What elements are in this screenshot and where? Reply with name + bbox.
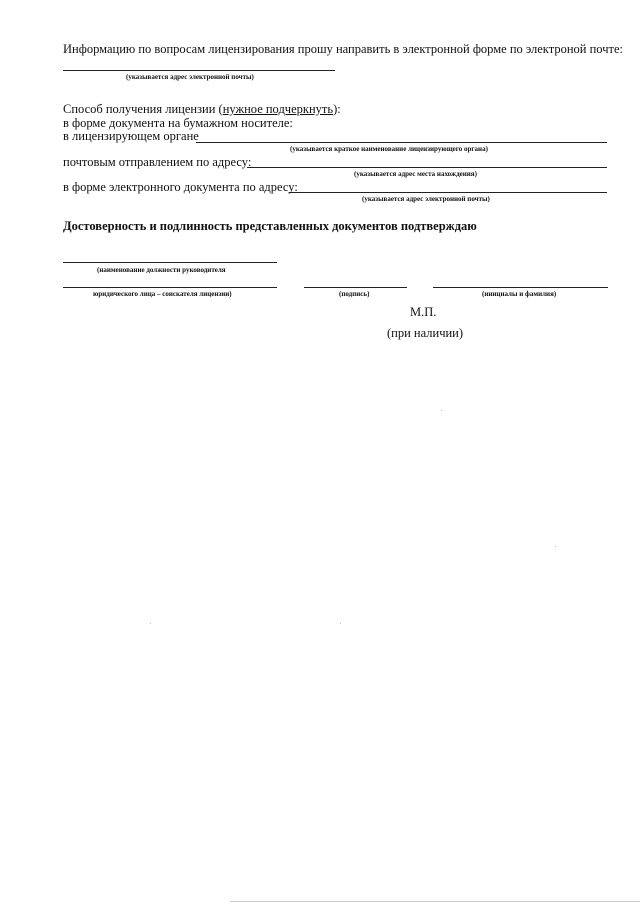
sign-caption: (подпись) (339, 290, 370, 298)
info-request-text: Информацию по вопросам лицензирования прошу направить в электронной форме по электроной почте: (63, 42, 623, 56)
page-bottom-edge (230, 901, 640, 902)
name-caption: (инициалы и фамилия) (482, 290, 557, 298)
entity-caption: юридического лица – соискателя лицензии) (93, 290, 232, 298)
position-caption: (наименование должности руководителя (97, 266, 226, 274)
stamp-note: (при наличии) (387, 326, 464, 340)
electronic-address-line (289, 192, 607, 193)
position-line (63, 262, 277, 263)
license-receipt-heading (63, 102, 341, 116)
scan-speck (555, 546, 556, 547)
post-address-line (247, 167, 607, 168)
heading-suffix: ): (333, 102, 341, 116)
name-line (433, 287, 608, 288)
electronic-text: в форме электронного документа по адресу: (63, 180, 298, 194)
entity-line (63, 287, 277, 288)
scan-speck (340, 623, 341, 624)
sign-line (304, 287, 407, 288)
paper-form-text: в форме документа на бумажном носителе: (63, 116, 293, 130)
scan-speck (441, 410, 442, 411)
authority-caption: (указывается краткое наименование лицензирующего органа) (290, 145, 488, 153)
electronic-address-caption: (указывается адрес электронной почты) (362, 195, 490, 203)
stamp-label: М.П. (410, 305, 437, 319)
scan-speck (150, 623, 151, 624)
email-caption: (указывается адрес электронной почты) (126, 73, 254, 81)
post-address-caption: (указывается адрес места нахождения) (354, 170, 477, 178)
in-authority-text: в лицензирующем органе (63, 129, 199, 143)
heading-prefix: Способ получения лицензии ( (63, 102, 223, 116)
email-line (63, 70, 335, 71)
by-post-text: почтовым отправлением по адресу: (63, 155, 252, 169)
confirmation-text: Достоверность и подлинность представленных документов подтверждаю (63, 219, 477, 233)
heading-underlined: нужное подчеркнуть (222, 102, 334, 116)
authority-line (196, 142, 607, 143)
